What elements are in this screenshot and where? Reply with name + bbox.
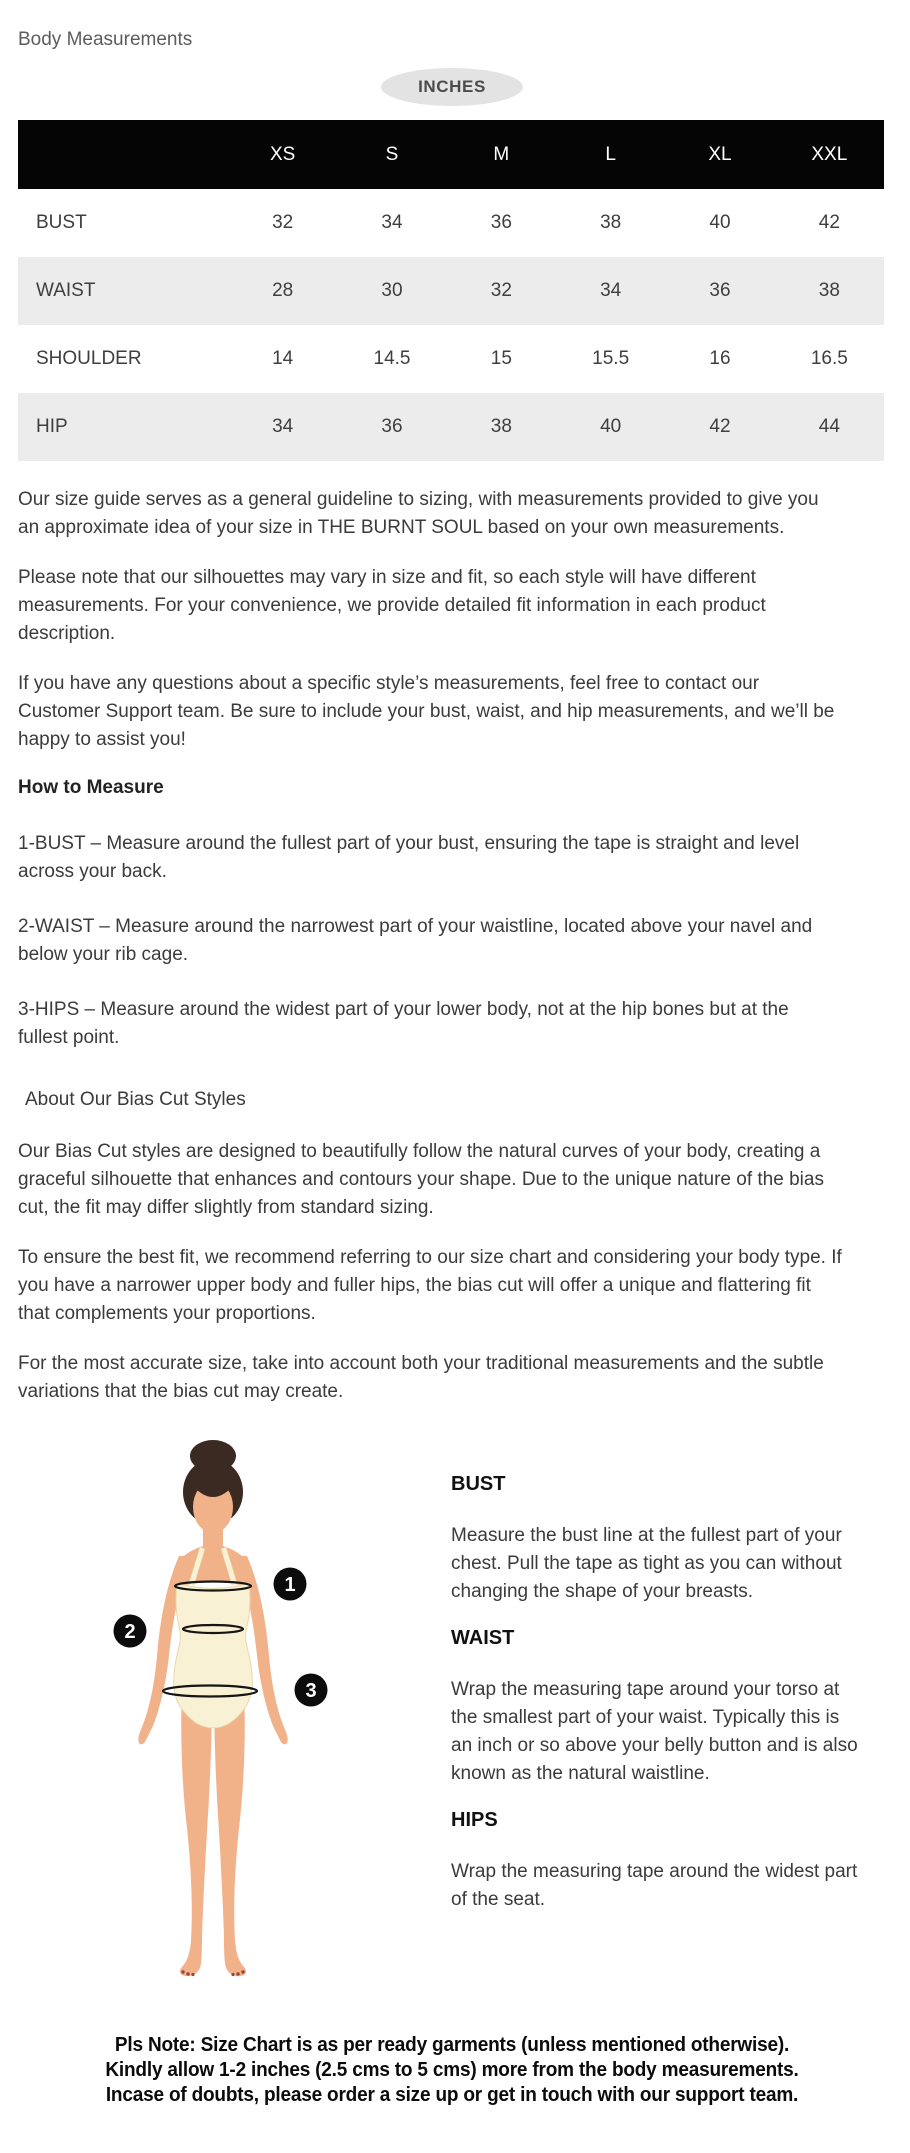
guide-heading-waist: WAIST [451, 1627, 515, 1649]
size-value-cell: 38 [600, 212, 622, 233]
bias-paragraph: To ensure the best fit, we recommend referring to our size chart and considering your body type. If you have a narrower upper body and fuller hips, the bias cut will offer a unique and flattering fit that complements your proportions. [18, 1247, 842, 1324]
size-column-header: XXL [775, 120, 884, 189]
size-value-cell: 32 [490, 280, 512, 301]
table-row-bust [18, 189, 884, 257]
size-value-cell: 15 [490, 348, 512, 369]
size-value-cell: 34 [381, 212, 403, 233]
size-value-cell: 38 [490, 416, 512, 437]
footer-note [18, 2033, 886, 2143]
bust-marker-badge [274, 1568, 307, 1601]
size-value-cell: 14.5 [373, 348, 411, 369]
intro-paragraph: Our size guide serves as a general guideline to sizing, with measurements provided to give you an approximate idea of your size in THE BURNT SOUL based on your own measurements. [18, 489, 819, 538]
size-value-cell: 30 [381, 280, 403, 301]
guide-heading-hips: HIPS [451, 1809, 498, 1831]
svg-text:1: 1 [284, 1574, 296, 1596]
guide-paragraph-bust: Measure the bust line at the fullest part of your chest. Pull the tape as tight as you can without changing the shape of your breasts. [451, 1525, 842, 1602]
how-to-measure-steps [18, 830, 886, 1052]
size-column-header: XS [228, 120, 337, 189]
guide-paragraph-waist: Wrap the measuring tape around your torso at the smallest part of your waist. Typically this is an inch or so above your belly button and is also known as the natural waistline. [451, 1679, 858, 1784]
size-value-cell: 42 [818, 212, 840, 233]
size-value-cell: 38 [818, 280, 840, 301]
toenail [241, 1970, 244, 1973]
footer-note-line: Pls Note: Size Chart is as per ready garments (unless mentioned otherwise). [114, 2034, 790, 2056]
measure-guide-section [18, 1436, 886, 1991]
how-to-measure-heading: How to Measure [18, 777, 164, 798]
svg-text:2: 2 [124, 1621, 136, 1643]
hair-bun [190, 1440, 236, 1472]
waist-marker-badge [114, 1615, 147, 1648]
row-label: SHOULDER [36, 348, 142, 369]
body-figure-illustration [90, 1436, 400, 1991]
size-value-cell: 16.5 [810, 348, 848, 369]
size-value-cell: 28 [272, 280, 294, 301]
row-label: BUST [36, 212, 87, 233]
svg-text:3: 3 [305, 1680, 317, 1702]
measure-step-bust: 1-BUST – Measure around the fullest part of your bust, ensuring the tape is straight and level across your back. [18, 833, 800, 882]
toenail [236, 1972, 239, 1975]
bias-cut-section [18, 1138, 886, 1406]
toenail [191, 1973, 194, 1976]
size-column-header: L [556, 120, 665, 189]
size-value-cell: 44 [818, 416, 840, 437]
bias-cut-heading: About Our Bias Cut Styles [25, 1089, 246, 1110]
size-column-header: M [447, 120, 556, 189]
size-column-header-empty [18, 120, 228, 189]
row-label: HIP [36, 416, 68, 437]
guide-heading-bust: BUST [451, 1473, 506, 1495]
bias-paragraph: For the most accurate size, take into account both your traditional measurements and the subtle variations that the bias cut may create. [18, 1353, 824, 1402]
chest [174, 1526, 252, 1588]
right-leg [214, 1688, 246, 1976]
size-chart-table [18, 120, 884, 461]
footer-note-line: Kindly allow 1-2 inches (2.5 cms to 5 cms) more from the body measurements. [105, 2059, 799, 2081]
bodysuit [174, 1583, 253, 1728]
size-chart-header-row [18, 120, 884, 189]
units-badge[interactable] [381, 68, 523, 106]
size-value-cell: 14 [272, 348, 294, 369]
table-row-waist [18, 257, 884, 325]
size-value-cell: 34 [272, 416, 294, 437]
intro-paragraph: Please note that our silhouettes may vary in size and fit, so each style will have different measurements. For your convenience, we provide detailed fit information in each product description. [18, 567, 766, 644]
toenail [186, 1972, 189, 1975]
size-value-cell: 32 [272, 212, 294, 233]
size-value-cell: 42 [709, 416, 731, 437]
size-column-header: S [337, 120, 446, 189]
size-value-cell: 15.5 [592, 348, 630, 369]
intro-paragraph: If you have any questions about a specific style’s measurements, feel free to contact our Customer Support team. Be sure to include your bust, waist, and hip measurements, and we’ll be happy to assist you! [18, 673, 835, 750]
toenail [181, 1970, 184, 1973]
bias-paragraph: Our Bias Cut styles are designed to beautifully follow the natural curves of your body, creating a graceful silhouette that enhances and contours your shape. Due to the unique nature of the bias cut, the fit may differ slightly from standard sizing. [18, 1141, 824, 1218]
size-value-cell: 36 [709, 280, 731, 301]
intro-section [18, 486, 886, 754]
size-value-cell: 40 [709, 212, 731, 233]
toenail [231, 1973, 234, 1976]
table-row-hip [18, 393, 884, 461]
row-label: WAIST [36, 280, 96, 301]
size-value-cell: 34 [600, 280, 622, 301]
table-row-shoulder [18, 325, 884, 393]
measure-step-waist: 2-WAIST – Measure around the narrowest part of your waistline, located above your navel and below your rib cage. [18, 916, 813, 965]
size-value-cell: 16 [709, 348, 731, 369]
size-column-header: XL [665, 120, 774, 189]
size-value-cell: 36 [490, 212, 512, 233]
guide-paragraph-hips: Wrap the measuring tape around the widest part of the seat. [451, 1861, 858, 1910]
units-badge-label: INCHES [418, 77, 486, 96]
measure-step-hips: 3-HIPS – Measure around the widest part of your lower body, not at the hip bones but at the fullest point. [18, 999, 789, 1048]
page-title: Body Measurements [18, 29, 193, 50]
footer-note-line: Incase of doubts, please order a size up or get in touch with our support team. [105, 2084, 799, 2106]
size-value-cell: 36 [381, 416, 403, 437]
hips-marker-badge [295, 1674, 328, 1707]
size-value-cell: 40 [600, 416, 622, 437]
measure-guide-text [451, 1436, 863, 1924]
left-leg [180, 1688, 212, 1976]
body-figure [90, 1436, 400, 1984]
